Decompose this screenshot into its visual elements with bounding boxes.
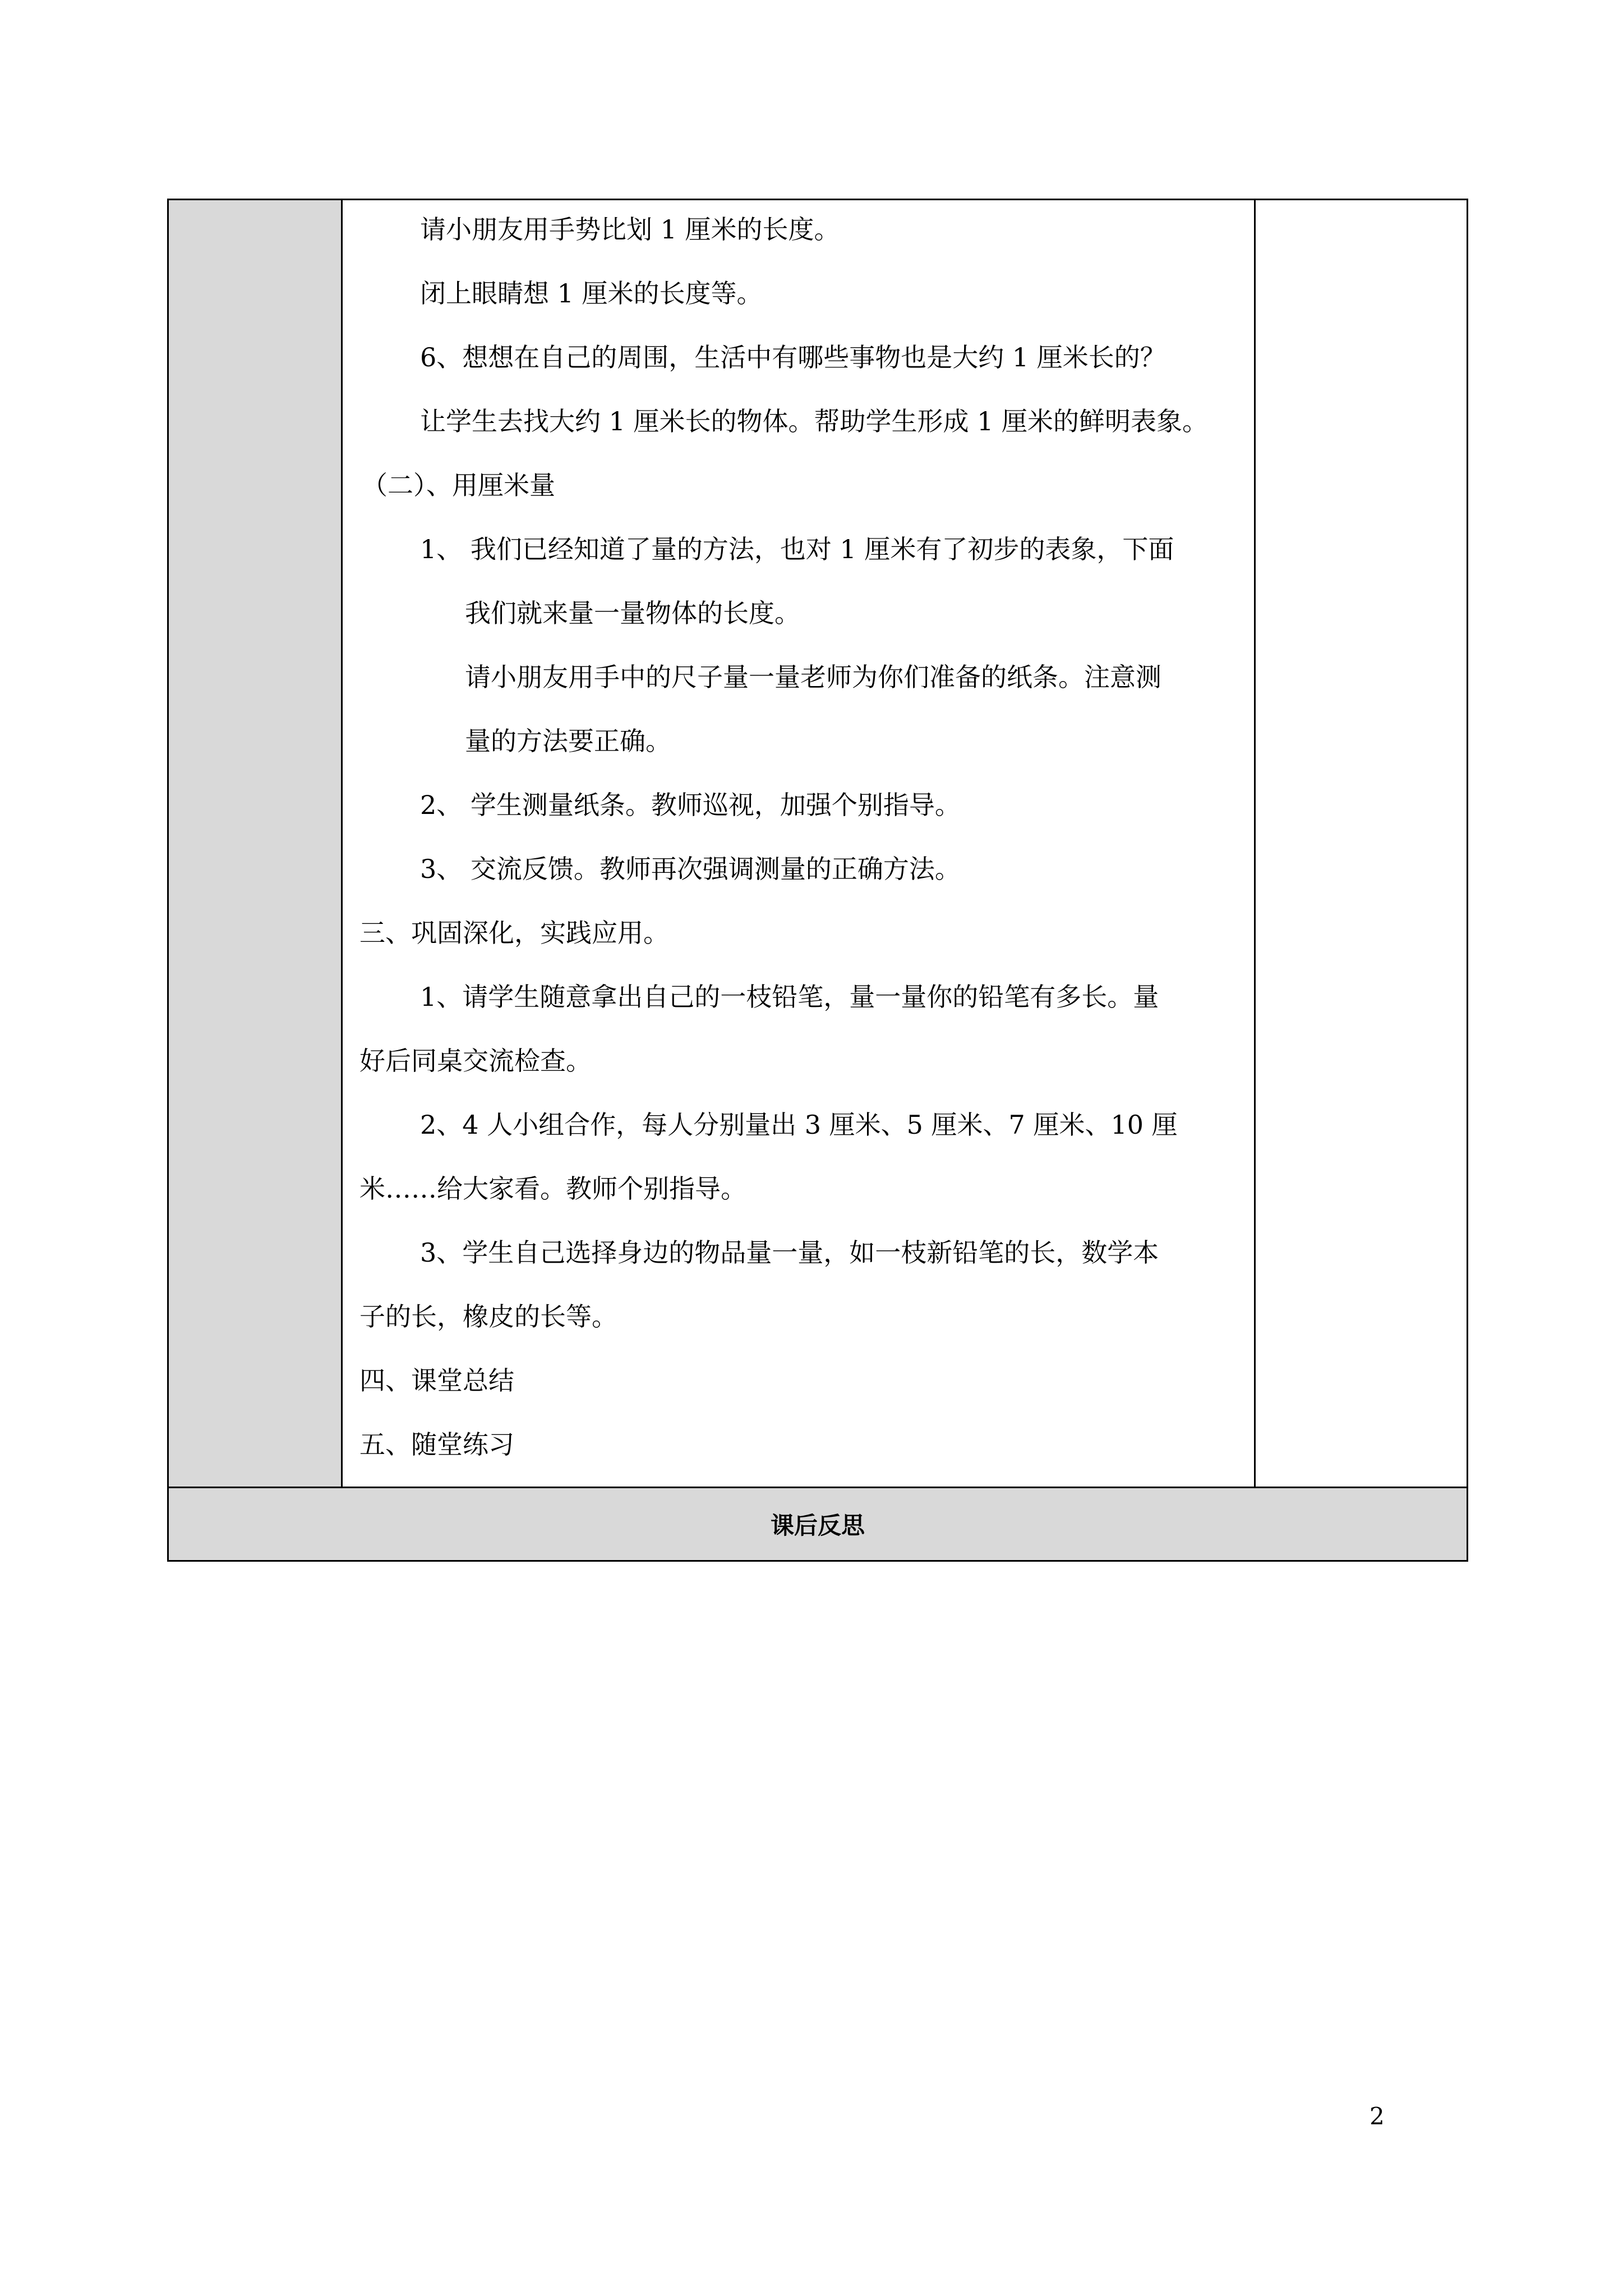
lesson-line: 2、 学生测量纸条。教师巡视，加强个别指导。 bbox=[420, 790, 961, 820]
page-number: 2 bbox=[1370, 2102, 1385, 2130]
lesson-line: 3、 交流反馈。教师再次强调测量的正确方法。 bbox=[420, 854, 961, 884]
content-row bbox=[169, 200, 1467, 1488]
lesson-line: 量的方法要正确。 bbox=[465, 726, 671, 756]
lesson-line: 子的长，橡皮的长等。 bbox=[359, 1301, 617, 1332]
lesson-line: 好后同桌交流检查。 bbox=[359, 1046, 592, 1076]
lesson-line: 6、想想在自己的周围，生活中有哪些事物也是大约 1 厘米长的？ bbox=[420, 342, 1166, 372]
lesson-plan-table bbox=[167, 199, 1468, 1562]
section-heading: （二）、用厘米量 bbox=[362, 470, 555, 500]
lesson-content-cell bbox=[343, 200, 1256, 1487]
left-shaded-cell bbox=[169, 200, 343, 1487]
lesson-line: 请小朋友用手中的尺子量一量老师为你们准备的纸条。注意测 bbox=[465, 662, 1161, 692]
lesson-line: 米……给大家看。教师个别指导。 bbox=[359, 1174, 746, 1204]
lesson-line: 闭上眼睛想 1 厘米的长度等。 bbox=[420, 278, 763, 309]
section-heading: 五、随堂练习 bbox=[359, 1429, 514, 1460]
lesson-line: 让学生去找大约 1 厘米长的物体。帮助学生形成 1 厘米的鲜明表象。 bbox=[420, 406, 1209, 436]
reflection-row bbox=[169, 1488, 1467, 1560]
right-empty-cell bbox=[1256, 200, 1467, 1487]
lesson-line: 1、 我们已经知道了量的方法，也对 1 厘米有了初步的表象，下面 bbox=[420, 534, 1174, 564]
lesson-line: 2、4 人小组合作，每人分别量出 3 厘米、5 厘米、7 厘米、10 厘 bbox=[420, 1110, 1178, 1140]
lesson-line: 我们就来量一量物体的长度。 bbox=[465, 598, 800, 628]
section-heading: 三、巩固深化，实践应用。 bbox=[359, 918, 669, 948]
section-heading: 四、课堂总结 bbox=[359, 1365, 514, 1396]
lesson-line: 1、请学生随意拿出自己的一枝铅笔，量一量你的铅笔有多长。量 bbox=[420, 982, 1159, 1012]
lesson-line: 请小朋友用手势比划 1 厘米的长度。 bbox=[420, 214, 840, 245]
reflection-title: 课后反思 bbox=[770, 1512, 865, 1539]
lesson-line: 3、学生自己选择身边的物品量一量，如一枝新铅笔的长，数学本 bbox=[420, 1237, 1159, 1268]
